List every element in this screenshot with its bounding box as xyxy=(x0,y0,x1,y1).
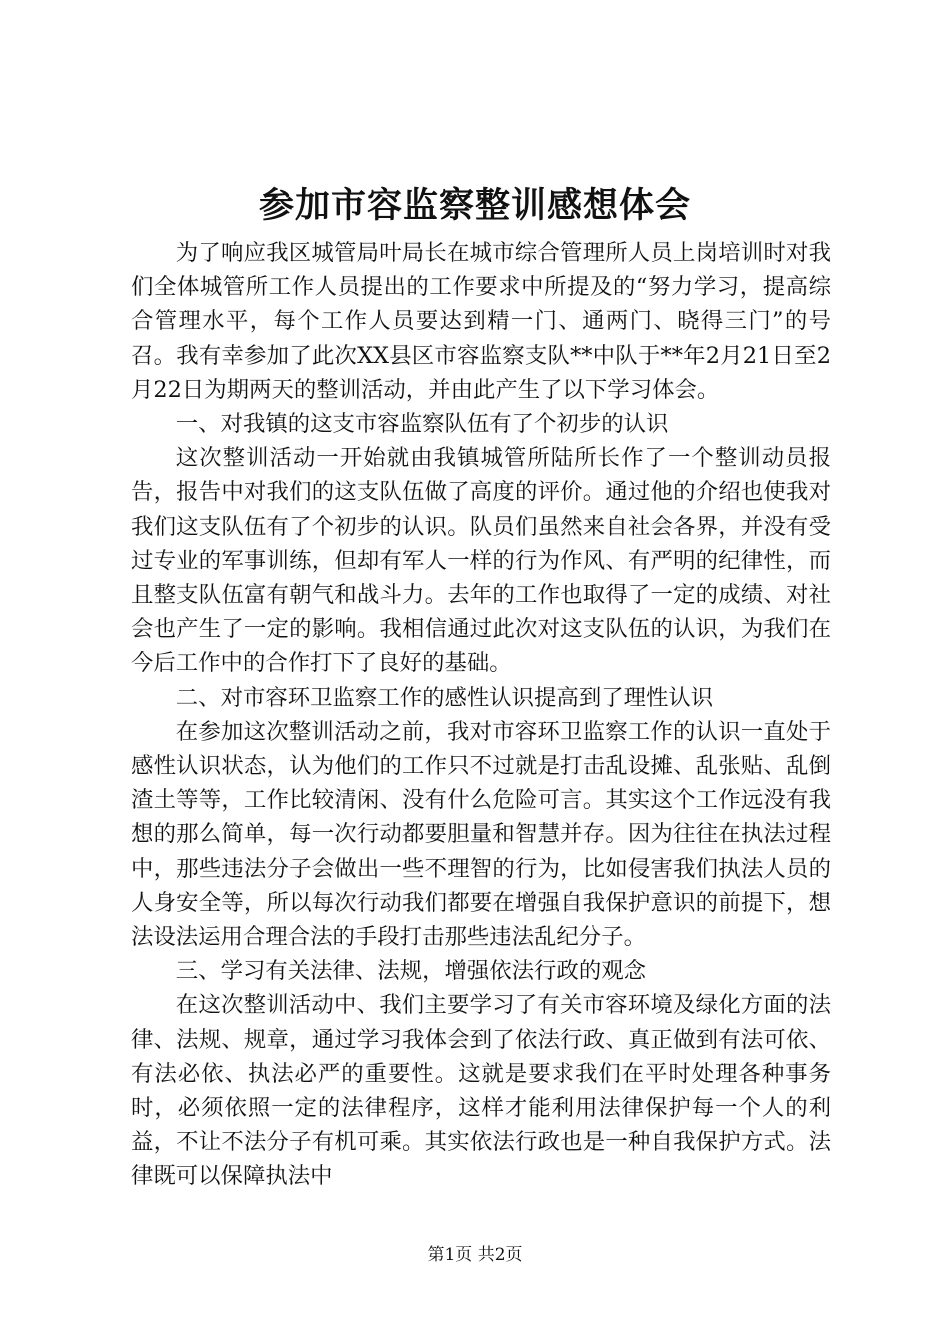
document-title: 参加市容监察整训感想体会 xyxy=(258,185,691,226)
section-paragraph-1: 这次整训活动一开始就由我镇城管所陆所长作了一个整训动员报告，报告中对我们的这支队伍做了高度的评价。通过他的介绍也使我对我们这支队伍有了个初步的认识。队员们虽然来自社会各界，并没有受过专业的军事训练，但却有军人一样的行为作风、有严明的纪律性，而且整支队伍富有朝气和战斗力。去年的工作也取得了一定的成绩、对社会也产生了一定的影响。我相信通过此次对这支队伍的认识，为我们在今后工作中的合作打下了良好的基础。 xyxy=(131,445,831,677)
section-heading-1: 一、对我镇的这支市容监察队伍有了个初步的认识 xyxy=(175,411,669,438)
document-body xyxy=(131,236,831,1194)
page-number-footer: 第1页 共2页 xyxy=(427,1245,523,1265)
section-heading-2: 二、对市容环卫监察工作的感性认识提高到了理性认识 xyxy=(175,684,714,711)
section-paragraph-2: 在参加这次整训活动之前，我对市容环卫监察工作的认识一直处于感性认识状态，认为他们的工作只不过就是打击乱设摊、乱张贴、乱倒渣土等等，工作比较清闲、没有什么危险可言。其实这个工作远没有我想的那么简单，每一次行动都要胆量和智慧并存。因为往往在执法过程中，那些违法分子会做出一些不理智的行为，比如侵害我们执法人员的人身安全等，所以每次行动我们都要在增强自我保护意识的前提下，想法设法运用合理合法的手段打击那些违法乱纪分子。 xyxy=(131,718,831,951)
intro-paragraph: 为了响应我区城管局叶局长在城市综合管理所人员上岗培训时对我们全体城管所工作人员提出的工作要求中所提及的“努力学习，提高综合管理水平，每个工作人员要达到精一门、通两门、晓得三门”的号召。我有幸参加了此次XX县区市容监察支队**中队于**年2月21日至2月22日为期两天的整训活动，并由此产生了以下学习体会。 xyxy=(131,240,831,403)
section-paragraph-3: 在这次整训活动中、我们主要学习了有关市容环境及绿化方面的法律、法规、规章，通过学习我体会到了依法行政、真正做到有法可依、有法必依、执法必严的重要性。这就是要求我们在平时处理各种事务时，必须依照一定的法律程序，这样才能利用法律保护每一个人的利益，不让不法分子有机可乘。其实依法行政也是一种自我保护方式。法律既可以保障执法中 xyxy=(131,992,831,1190)
section-heading-3: 三、学习有关法律、法规，增强依法行政的观念 xyxy=(175,958,646,985)
